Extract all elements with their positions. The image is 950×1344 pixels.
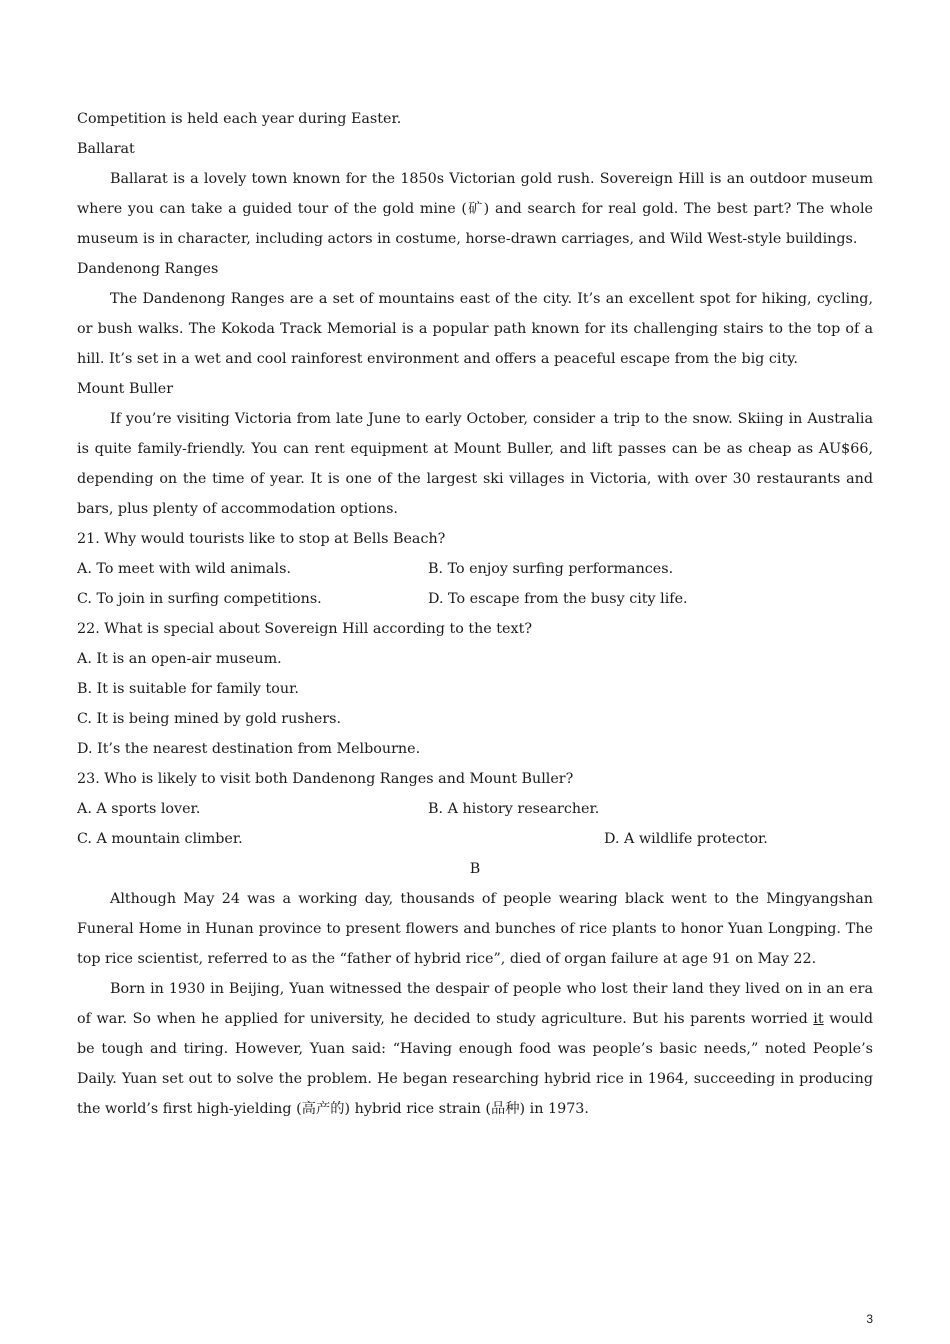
question-21-option-d: D. To escape from the busy city life. [428,591,688,607]
question-21-options-row-1 [77,554,873,584]
question-21-option-c: C. To join in surfing competitions. [77,591,322,607]
intro-tail: Competition is held each year during Easter. [77,111,402,127]
question-23-option-b: B. A history researcher. [428,801,600,817]
question-22-option-c: C. It is being mined by gold rushers. [77,711,342,727]
question-22-option-a: A. It is an open-air museum. [77,651,282,667]
passage-b-paragraph-1: Although May 24 was a working day, thousands of people wearing black went to the Mingyangshan Funeral Home in Hunan province to present flowers and bunches of rice plants to honor Yuan Longping. The top rice scientist, referred to as the “father of hybrid rice”, died of organ failure at age 91 on May 22. [77,891,873,967]
question-22-option-d: D. It’s the nearest destination from Melbourne. [77,741,421,757]
question-23-option-a: A. A sports lover. [77,801,201,817]
section-body-dandenong: The Dandenong Ranges are a set of mountains east of the city. It’s an excellent spot for hiking, cycling, or bush walks. The Kokoda Track Memorial is a popular path known for its challenging stairs to the top of a hill. It’s set in a wet and cool rainforest environment and offers a peaceful escape from the big city. [77,291,873,367]
question-22-option-b: B. It is suitable for family tour. [77,681,299,697]
question-23-stem: 23. Who is likely to visit both Dandenong Ranges and Mount Buller? [77,771,574,787]
passage-b-paragraph-2-before: Born in 1930 in Beijing, Yuan witnessed the despair of people who lost their land they lived on in an era of war. So when he applied for university, he decided to study agriculture. But his parents worried [77,981,873,1027]
question-23-options-row-1 [77,794,873,824]
question-21-stem: 21. Why would tourists like to stop at Bells Beach? [77,531,446,547]
section-heading-mount-buller: Mount Buller [77,381,174,397]
passage-b-label: B [469,861,481,877]
question-21-option-b: B. To enjoy surfing performances. [428,561,674,577]
question-23-options-row-2 [77,824,873,854]
passage-b-paragraph-2-after: would be tough and tiring. However, Yuan said: “Having enough food was people’s basic needs,” noted People’s Daily. Yuan set out to solve the problem. He began researching hybrid rice in 1964, succeeding in producing the world’s first high-yielding (高产的) hybrid rice strain (品种) in 1973. [77,1011,873,1117]
passage-b-paragraph-2 [77,974,873,1124]
question-23-option-d: D. A wildlife protector. [604,831,768,847]
question-21-options-row-2 [77,584,873,614]
section-body-ballarat: Ballarat is a lovely town known for the 1850s Victorian gold rush. Sovereign Hill is an outdoor museum where you can take a guided tour of the gold mine (矿) and search for real gold. The best part? The whole museum is in character, including actors in costume, horse-drawn carriages, and Wild West-style buildings. [77,171,873,247]
section-heading-ballarat: Ballarat [77,141,135,157]
page-number: 3 [866,1312,873,1326]
question-23-option-c: C. A mountain climber. [77,831,243,847]
section-heading-dandenong: Dandenong Ranges [77,261,219,277]
question-22-stem: 22. What is special about Sovereign Hill according to the text? [77,621,532,637]
question-21-option-a: A. To meet with wild animals. [77,561,291,577]
underlined-word-it: it [813,1011,824,1027]
section-body-mount-buller: If you’re visiting Victoria from late June to early October, consider a trip to the snow. Skiing in Australia is quite family-friendly. You can rent equipment at Mount Buller, and lift passes can be as cheap as AU$66, depending on the time of year. It is one of the largest ski villages in Victoria, with over 30 restaurants and bars, plus plenty of accommodation options. [77,411,873,517]
document-page [77,104,873,1124]
